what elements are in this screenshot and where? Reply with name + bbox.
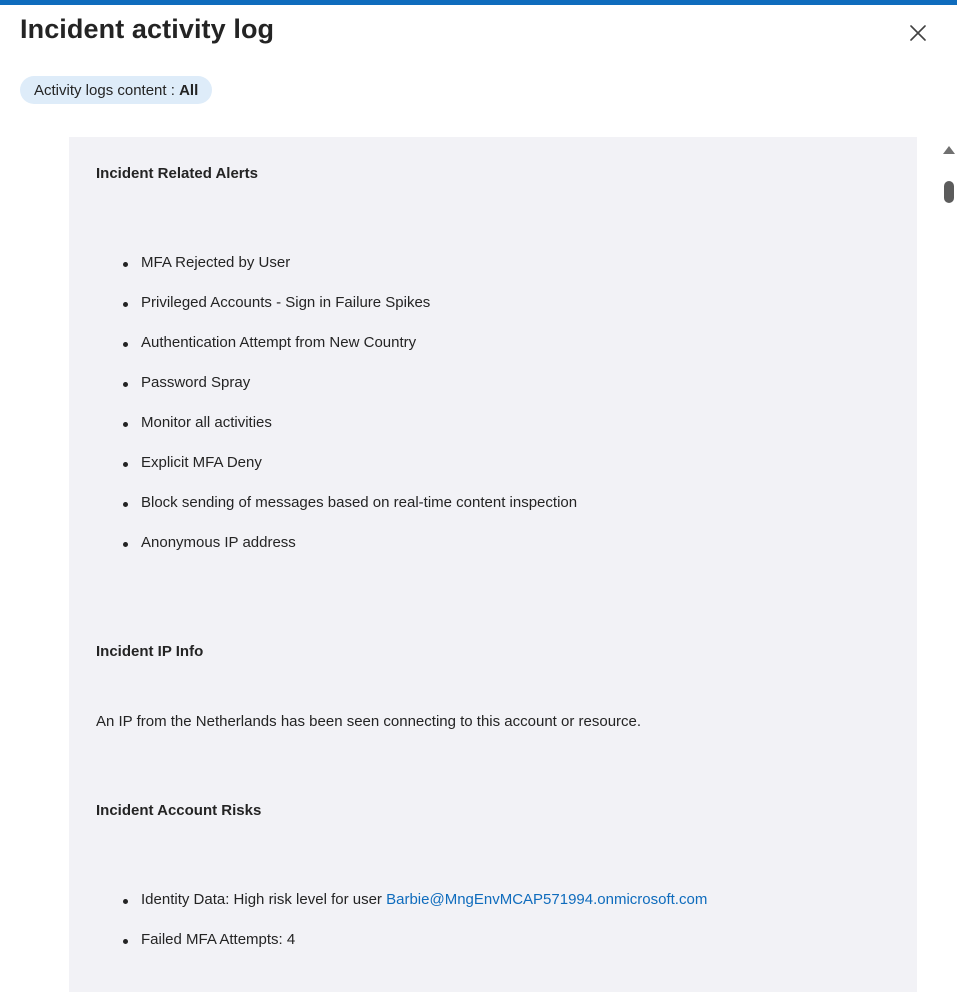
close-icon <box>910 25 926 41</box>
ip-info-text: An IP from the Netherlands has been seen connecting to this account or resource. <box>96 713 642 730</box>
activity-log-content-panel <box>69 137 917 992</box>
account-risk-identity-item <box>141 891 707 908</box>
account-risks-heading: Incident Account Risks <box>96 802 262 819</box>
related-alerts-heading: Incident Related Alerts <box>96 165 258 182</box>
alert-list-item: Privileged Accounts - Sign in Failure Spikes <box>141 294 431 311</box>
user-email-link[interactable]: Barbie@MngEnvMCAP571994.onmicrosoft.com <box>386 891 708 908</box>
scrollbar-thumb[interactable] <box>944 181 954 203</box>
filter-label: Activity logs content : <box>34 81 180 99</box>
alert-list-item: Block sending of messages based on real-time content inspection <box>141 494 578 511</box>
identity-risk-text: Identity Data: High risk level for user <box>141 891 387 908</box>
scroll-up-arrow-icon[interactable] <box>943 146 955 154</box>
alert-list-item: Explicit MFA Deny <box>141 454 262 471</box>
filter-value: All <box>179 81 199 99</box>
activity-logs-filter-pill[interactable] <box>20 76 212 104</box>
alert-list-item: Monitor all activities <box>141 414 272 431</box>
alert-list-item: Authentication Attempt from New Country <box>141 334 417 351</box>
account-risk-failed-mfa-item: Failed MFA Attempts: 4 <box>141 931 296 948</box>
top-accent-bar <box>0 0 957 5</box>
ip-info-heading: Incident IP Info <box>96 643 204 660</box>
close-button[interactable] <box>905 20 931 46</box>
alert-list-item: Password Spray <box>141 374 251 391</box>
alert-list-item: Anonymous IP address <box>141 534 296 551</box>
scrollbar-track[interactable] <box>939 137 957 992</box>
alert-list-item: MFA Rejected by User <box>141 254 291 271</box>
page-title: Incident activity log <box>20 14 275 44</box>
